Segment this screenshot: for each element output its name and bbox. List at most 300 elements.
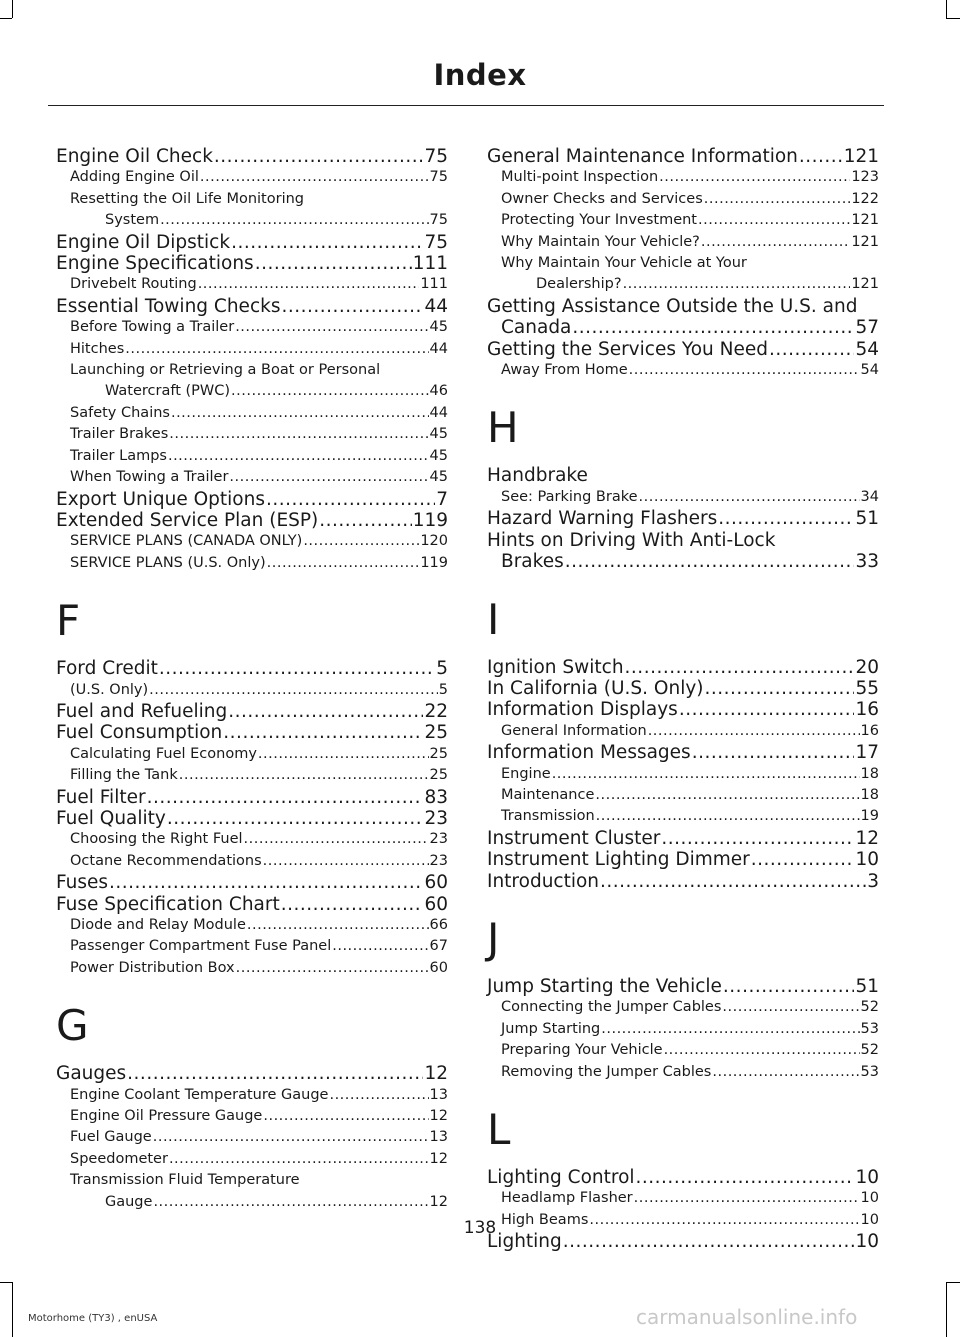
page-ref: 111 bbox=[420, 276, 448, 293]
page-ref: 52 bbox=[860, 1042, 879, 1059]
index-subentry[interactable] bbox=[487, 360, 879, 381]
entry-text: Ford Credit bbox=[56, 658, 158, 680]
index-subentry[interactable] bbox=[56, 851, 448, 872]
dot-leader bbox=[228, 701, 423, 722]
crop-mark-bottom-left-h bbox=[0, 1282, 12, 1283]
section-letter: F bbox=[56, 596, 81, 646]
entry-text: Lighting bbox=[487, 1231, 562, 1253]
section-letter: H bbox=[487, 403, 519, 453]
index-entry[interactable] bbox=[487, 530, 879, 573]
dot-leader bbox=[127, 1063, 423, 1084]
page-ref: 119 bbox=[412, 509, 448, 531]
page-ref: 12 bbox=[424, 1063, 448, 1085]
dot-leader bbox=[718, 508, 854, 529]
page-ref: 12 bbox=[429, 1150, 448, 1167]
dot-leader bbox=[263, 851, 429, 872]
index-subentry[interactable] bbox=[56, 1106, 448, 1127]
dot-leader bbox=[109, 872, 423, 893]
section-letter: G bbox=[56, 1001, 89, 1051]
entry-text: (U.S. Only) bbox=[70, 681, 149, 698]
index-subentry[interactable] bbox=[56, 1170, 448, 1213]
dot-leader bbox=[661, 828, 854, 849]
entry-text: Engine Specifications bbox=[56, 253, 254, 275]
index-subentry[interactable] bbox=[487, 167, 879, 188]
page-ref: 57 bbox=[855, 317, 879, 339]
section-letter: I bbox=[487, 594, 500, 644]
page-ref: 121 bbox=[851, 276, 879, 293]
dot-leader bbox=[235, 317, 428, 338]
crop-mark-bottom-right-h bbox=[946, 1282, 960, 1283]
index-entry[interactable] bbox=[56, 232, 448, 253]
dot-leader bbox=[636, 1167, 855, 1188]
index-entry[interactable] bbox=[56, 658, 448, 679]
entry-text: Introduction bbox=[487, 870, 600, 892]
entry-text-continued: Canada bbox=[501, 317, 572, 339]
page-ref: 54 bbox=[855, 338, 879, 360]
page-ref: 25 bbox=[429, 767, 448, 784]
page-ref: 75 bbox=[424, 146, 448, 167]
page-ref: 16 bbox=[855, 699, 879, 721]
index-entry[interactable] bbox=[56, 489, 448, 510]
dot-leader bbox=[179, 765, 429, 786]
page-ref: 60 bbox=[429, 959, 448, 976]
page-ref: 25 bbox=[424, 722, 448, 744]
entry-text: Adding Engine Oil bbox=[70, 169, 199, 186]
entry-text: Choosing the Right Fuel bbox=[70, 831, 243, 848]
page-ref: 53 bbox=[860, 1020, 879, 1037]
page-ref: 66 bbox=[429, 917, 448, 933]
entry-text: Fuel Filter bbox=[56, 786, 146, 808]
entry-text: Connecting the Jumper Cables bbox=[501, 999, 722, 1016]
dot-leader bbox=[255, 253, 412, 274]
page-ref: 123 bbox=[851, 169, 879, 186]
dot-leader bbox=[168, 446, 429, 467]
page-ref: 111 bbox=[412, 253, 448, 275]
entry-text: Hitches bbox=[70, 340, 125, 357]
entry-text: Power Distribution Box bbox=[70, 959, 235, 976]
page-ref: 25 bbox=[429, 745, 448, 762]
dot-leader bbox=[244, 829, 429, 850]
entry-text: In California (U.S. Only) bbox=[487, 677, 704, 699]
dot-leader bbox=[648, 721, 860, 742]
dot-leader bbox=[303, 531, 419, 552]
page-ref: 22 bbox=[424, 700, 448, 722]
index-entry[interactable] bbox=[56, 808, 448, 829]
index-entry[interactable] bbox=[56, 894, 448, 915]
index-subentry[interactable] bbox=[56, 467, 448, 488]
page-title: Index bbox=[433, 58, 527, 92]
crop-mark-top-right-v bbox=[946, 0, 947, 18]
index-entry[interactable] bbox=[56, 510, 448, 531]
dot-leader bbox=[601, 1019, 859, 1040]
dot-leader bbox=[701, 232, 850, 253]
entry-text: Launching or Retrieving a Boat or Personal bbox=[70, 362, 381, 379]
dot-leader bbox=[799, 146, 843, 167]
dot-leader bbox=[565, 551, 855, 572]
entry-text: Fuel and Refueling bbox=[56, 700, 228, 722]
dot-leader bbox=[659, 167, 850, 188]
page-ref: 75 bbox=[429, 212, 448, 229]
index-subentry[interactable] bbox=[56, 531, 448, 552]
dot-leader bbox=[147, 787, 424, 808]
page-ref: 17 bbox=[855, 742, 879, 764]
entry-text: Extended Service Plan (ESP) bbox=[56, 509, 319, 531]
entry-text: Owner Checks and Services bbox=[501, 190, 703, 207]
index-subentry[interactable] bbox=[487, 1062, 879, 1083]
entry-text: Hazard Warning Flashers bbox=[487, 508, 718, 530]
page-ref: 54 bbox=[860, 362, 879, 379]
index-entry[interactable] bbox=[487, 678, 879, 699]
entry-text: Drivebelt Routing bbox=[70, 276, 197, 293]
dot-leader bbox=[231, 232, 423, 253]
index-subentry[interactable] bbox=[56, 403, 448, 424]
page-ref: 45 bbox=[429, 426, 448, 443]
index-subentry[interactable] bbox=[56, 1085, 448, 1106]
index-subentry[interactable] bbox=[487, 785, 879, 806]
index-subentry[interactable] bbox=[56, 680, 448, 701]
entry-text: Fuel Gauge bbox=[70, 1129, 152, 1146]
dot-leader bbox=[329, 1085, 428, 1106]
entry-text: Before Towing a Trailer bbox=[70, 319, 235, 336]
index-subentry[interactable] bbox=[56, 744, 448, 765]
entry-text: Instrument Lighting Dimmer bbox=[487, 849, 750, 871]
index-entry[interactable] bbox=[487, 296, 879, 339]
page-ref: 44 bbox=[424, 295, 448, 317]
dot-leader bbox=[229, 467, 428, 488]
entry-text: Why Maintain Your Vehicle at Your bbox=[501, 255, 747, 272]
dot-leader bbox=[600, 871, 866, 892]
index-entry[interactable] bbox=[56, 296, 448, 317]
index-entry[interactable] bbox=[487, 1167, 879, 1188]
index-subentry[interactable] bbox=[487, 1019, 879, 1040]
index-entry[interactable] bbox=[56, 872, 448, 893]
index-subentry[interactable] bbox=[487, 806, 879, 827]
dot-leader bbox=[629, 360, 860, 381]
entry-text: When Towing a Trailer bbox=[70, 469, 229, 486]
entry-text: Protecting Your Investment bbox=[501, 212, 697, 229]
page-ref: 12 bbox=[429, 1193, 448, 1210]
page-ref: 75 bbox=[424, 231, 448, 253]
dot-leader bbox=[231, 381, 429, 402]
entry-text-continued: Watercraft (PWC) bbox=[105, 383, 231, 400]
page-ref: 60 bbox=[424, 872, 448, 894]
index-entry[interactable] bbox=[56, 787, 448, 808]
page-ref: 20 bbox=[855, 656, 879, 678]
title-divider bbox=[48, 105, 884, 106]
page-ref: 75 bbox=[429, 169, 448, 186]
dot-leader bbox=[223, 722, 423, 743]
dot-leader bbox=[639, 487, 860, 508]
page-ref: 10 bbox=[860, 1190, 879, 1207]
page-ref: 119 bbox=[420, 554, 448, 571]
dot-leader bbox=[698, 210, 850, 231]
index-subentry[interactable] bbox=[56, 167, 448, 188]
entry-text-continued: Dealership? bbox=[536, 276, 622, 293]
dot-leader bbox=[214, 146, 424, 167]
page-ref: 121 bbox=[851, 212, 879, 229]
page-ref: 52 bbox=[860, 999, 879, 1016]
index-entry[interactable] bbox=[487, 339, 879, 360]
entry-text: See: Parking Brake bbox=[501, 488, 638, 505]
index-subentry[interactable] bbox=[56, 317, 448, 338]
dot-leader bbox=[159, 658, 435, 679]
page-ref: 33 bbox=[855, 551, 879, 573]
entry-text: Lighting Control bbox=[487, 1167, 635, 1188]
document-footer: Motorhome (TY3) , enUSA bbox=[28, 1313, 158, 1324]
index-subentry[interactable] bbox=[56, 936, 448, 957]
dot-leader bbox=[200, 167, 429, 188]
dot-leader bbox=[281, 296, 423, 317]
page-ref: 23 bbox=[429, 852, 448, 869]
dot-leader bbox=[160, 210, 428, 231]
index-entry[interactable] bbox=[56, 1063, 448, 1084]
entry-text: Instrument Cluster bbox=[487, 827, 661, 849]
index-subentry[interactable] bbox=[487, 1040, 879, 1061]
entry-text: Preparing Your Vehicle bbox=[501, 1042, 663, 1059]
entry-text: Engine Oil Pressure Gauge bbox=[70, 1108, 263, 1125]
dot-leader bbox=[258, 744, 429, 765]
page-ref: 5 bbox=[436, 658, 448, 680]
index-column-left bbox=[56, 146, 448, 1213]
entry-text: Gauges bbox=[56, 1063, 127, 1085]
entry-text: Octane Recommendations bbox=[70, 852, 262, 869]
entry-text: Transmission Fluid Temperature bbox=[70, 1172, 300, 1189]
page-ref: 23 bbox=[424, 807, 448, 829]
entry-text: SERVICE PLANS (U.S. Only) bbox=[70, 554, 266, 571]
dot-leader bbox=[692, 742, 855, 763]
entry-text: Engine Oil Check bbox=[56, 146, 213, 167]
dot-leader bbox=[572, 317, 854, 338]
index-entry[interactable] bbox=[487, 146, 879, 167]
index-subentry[interactable] bbox=[487, 764, 879, 785]
entry-text: Multi-point Inspection bbox=[501, 169, 659, 186]
dot-leader bbox=[198, 274, 420, 295]
index-subentry[interactable] bbox=[487, 721, 879, 742]
dot-leader bbox=[751, 849, 855, 870]
crop-mark-top-right-h bbox=[946, 18, 960, 19]
dot-leader bbox=[266, 489, 435, 510]
page-ref: 12 bbox=[855, 827, 879, 849]
index-entry[interactable] bbox=[56, 146, 448, 167]
entry-text: Fuel Quality bbox=[56, 807, 166, 829]
entry-text: Fuses bbox=[56, 872, 109, 894]
index-entry[interactable] bbox=[56, 253, 448, 274]
page-ref: 16 bbox=[860, 722, 879, 739]
entry-text: Export Unique Options bbox=[56, 488, 265, 510]
crop-mark-bottom-right-v bbox=[946, 1282, 947, 1337]
dot-leader bbox=[332, 936, 428, 957]
dot-leader bbox=[247, 915, 429, 936]
index-subentry[interactable] bbox=[487, 232, 879, 253]
index-entry[interactable] bbox=[487, 828, 879, 849]
index-subentry[interactable] bbox=[487, 253, 879, 296]
dot-leader bbox=[281, 894, 424, 915]
index-subentry[interactable] bbox=[56, 424, 448, 445]
dot-leader bbox=[171, 403, 429, 424]
entry-text: Engine bbox=[501, 765, 551, 782]
dot-leader bbox=[267, 553, 420, 574]
crop-mark-top-left-v bbox=[12, 0, 13, 18]
page-ref: 45 bbox=[429, 469, 448, 486]
entry-text: Away From Home bbox=[501, 362, 628, 379]
index-subentry[interactable] bbox=[56, 553, 448, 574]
watermark: carmanualsonline.info bbox=[636, 1305, 858, 1329]
page-ref: 34 bbox=[860, 488, 879, 505]
index-entry[interactable] bbox=[487, 465, 879, 486]
dot-leader bbox=[552, 764, 860, 785]
dot-leader bbox=[664, 1040, 860, 1061]
page-ref: 10 bbox=[855, 1167, 879, 1188]
entry-text: Resetting the Oil Life Monitoring bbox=[70, 190, 304, 207]
page-ref: 10 bbox=[855, 1231, 879, 1253]
page-ref: 121 bbox=[843, 146, 879, 167]
dot-leader bbox=[596, 806, 860, 827]
entry-text: Engine Coolant Temperature Gauge bbox=[70, 1086, 329, 1103]
entry-text: General Information bbox=[501, 722, 647, 739]
entry-text: Maintenance bbox=[501, 786, 595, 803]
entry-text: Handbrake bbox=[487, 465, 588, 487]
dot-leader bbox=[679, 699, 855, 720]
entry-text: Essential Towing Checks bbox=[56, 295, 281, 317]
page-ref: 45 bbox=[429, 319, 448, 336]
dot-leader bbox=[769, 339, 854, 360]
page-ref: 51 bbox=[855, 975, 879, 997]
section-letter: L bbox=[487, 1105, 511, 1154]
index-entry[interactable] bbox=[487, 976, 879, 997]
page-ref: 60 bbox=[424, 893, 448, 915]
page-ref: 13 bbox=[429, 1129, 448, 1146]
page-ref: 12 bbox=[429, 1108, 448, 1125]
dot-leader bbox=[623, 274, 851, 295]
index-subentry[interactable] bbox=[56, 189, 448, 232]
page-ref: 7 bbox=[436, 488, 448, 510]
index-subentry[interactable] bbox=[487, 189, 879, 210]
index-entry[interactable] bbox=[56, 722, 448, 743]
dot-leader bbox=[149, 680, 438, 701]
page-ref: 23 bbox=[429, 831, 448, 848]
page-ref: 120 bbox=[420, 533, 448, 550]
entry-text: Why Maintain Your Vehicle? bbox=[501, 233, 700, 250]
index-entry[interactable] bbox=[487, 699, 879, 720]
index-entry[interactable] bbox=[487, 508, 879, 529]
dot-leader bbox=[723, 976, 855, 997]
entry-text: Ignition Switch bbox=[487, 656, 624, 678]
entry-text: Trailer Brakes bbox=[70, 426, 169, 443]
entry-text: Speedometer bbox=[70, 1150, 168, 1167]
page-ref: 44 bbox=[429, 340, 448, 357]
page-ref: 10 bbox=[860, 1211, 879, 1228]
index-subentry[interactable] bbox=[56, 274, 448, 295]
entry-text: Getting the Services You Need bbox=[487, 338, 768, 360]
entry-text: Jump Starting the Vehicle bbox=[487, 975, 722, 997]
dot-leader bbox=[722, 997, 859, 1018]
entry-text: Removing the Jumper Cables bbox=[501, 1063, 712, 1080]
index-entry[interactable] bbox=[487, 871, 879, 892]
page-ref: 53 bbox=[860, 1063, 879, 1080]
entry-text: Fuel Consumption bbox=[56, 722, 223, 744]
index-entry[interactable] bbox=[487, 657, 879, 678]
page-number: 138 bbox=[463, 1218, 497, 1238]
page-ref: 18 bbox=[860, 786, 879, 803]
page-ref: 51 bbox=[855, 508, 879, 530]
dot-leader bbox=[263, 1106, 428, 1127]
entry-text: High Beams bbox=[501, 1211, 589, 1228]
dot-leader bbox=[236, 958, 429, 979]
entry-text: Trailer Lamps bbox=[70, 447, 167, 464]
index-entry[interactable] bbox=[487, 742, 879, 763]
entry-text: Hints on Driving With Anti-Lock bbox=[487, 529, 776, 551]
index-entry[interactable] bbox=[487, 849, 879, 870]
dot-leader bbox=[153, 1192, 428, 1213]
page-ref: 67 bbox=[429, 938, 448, 955]
entry-text: Information Displays bbox=[487, 699, 678, 721]
page-ref: 5 bbox=[438, 681, 448, 698]
entry-text-continued: Gauge bbox=[105, 1193, 153, 1210]
crop-mark-bottom-left-v bbox=[12, 1282, 13, 1337]
index-subentry[interactable] bbox=[56, 765, 448, 786]
entry-text: SERVICE PLANS (CANADA ONLY) bbox=[70, 533, 303, 550]
entry-text: Calculating Fuel Economy bbox=[70, 745, 257, 762]
index-subentry[interactable] bbox=[487, 997, 879, 1018]
index-subentry[interactable] bbox=[487, 1188, 879, 1209]
dot-leader bbox=[634, 1188, 860, 1209]
index-subentry[interactable] bbox=[56, 339, 448, 360]
entry-text: Headlamp Flasher bbox=[501, 1190, 633, 1207]
entry-text-continued: Brakes bbox=[501, 551, 564, 573]
entry-text: Passenger Compartment Fuse Panel bbox=[70, 938, 332, 955]
page-ref: 83 bbox=[424, 786, 448, 808]
dot-leader bbox=[625, 657, 855, 678]
index-subentry[interactable] bbox=[56, 1127, 448, 1148]
index-column-right bbox=[487, 146, 879, 1253]
page-ref: 13 bbox=[429, 1086, 448, 1103]
entry-text: General Maintenance Information bbox=[487, 146, 798, 167]
dot-leader bbox=[125, 339, 428, 360]
page-ref: 19 bbox=[860, 808, 879, 825]
entry-text: Transmission bbox=[501, 808, 595, 825]
index-subentry[interactable] bbox=[56, 829, 448, 850]
dot-leader bbox=[319, 510, 411, 531]
index-subentry[interactable] bbox=[56, 915, 448, 936]
entry-text: Engine Oil Dipstick bbox=[56, 231, 231, 253]
dot-leader bbox=[595, 785, 859, 806]
index-subentry[interactable] bbox=[56, 958, 448, 979]
index-subentry[interactable] bbox=[56, 1149, 448, 1170]
entry-text: Getting Assistance Outside the U.S. and bbox=[487, 295, 858, 317]
index-subentry[interactable] bbox=[56, 446, 448, 467]
entry-text: Safety Chains bbox=[70, 404, 170, 421]
entry-text: Information Messages bbox=[487, 742, 691, 764]
dot-leader bbox=[153, 1127, 429, 1148]
index-entry[interactable] bbox=[56, 701, 448, 722]
page-ref: 55 bbox=[855, 677, 879, 699]
entry-text: Jump Starting bbox=[501, 1020, 601, 1037]
page-ref: 45 bbox=[429, 447, 448, 464]
crop-mark-top-left-h bbox=[0, 18, 12, 19]
index-subentry[interactable] bbox=[487, 487, 879, 508]
page-ref: 122 bbox=[851, 190, 879, 207]
entry-text: Filling the Tank bbox=[70, 767, 178, 784]
dot-leader bbox=[704, 189, 851, 210]
page-ref: 46 bbox=[429, 383, 448, 400]
page-ref: 10 bbox=[855, 849, 879, 871]
index-subentry[interactable] bbox=[56, 360, 448, 403]
index-subentry[interactable] bbox=[487, 210, 879, 231]
entry-text: Diode and Relay Module bbox=[70, 917, 246, 933]
section-letter: J bbox=[487, 913, 500, 963]
dot-leader bbox=[712, 1062, 859, 1083]
dot-leader bbox=[705, 678, 855, 699]
